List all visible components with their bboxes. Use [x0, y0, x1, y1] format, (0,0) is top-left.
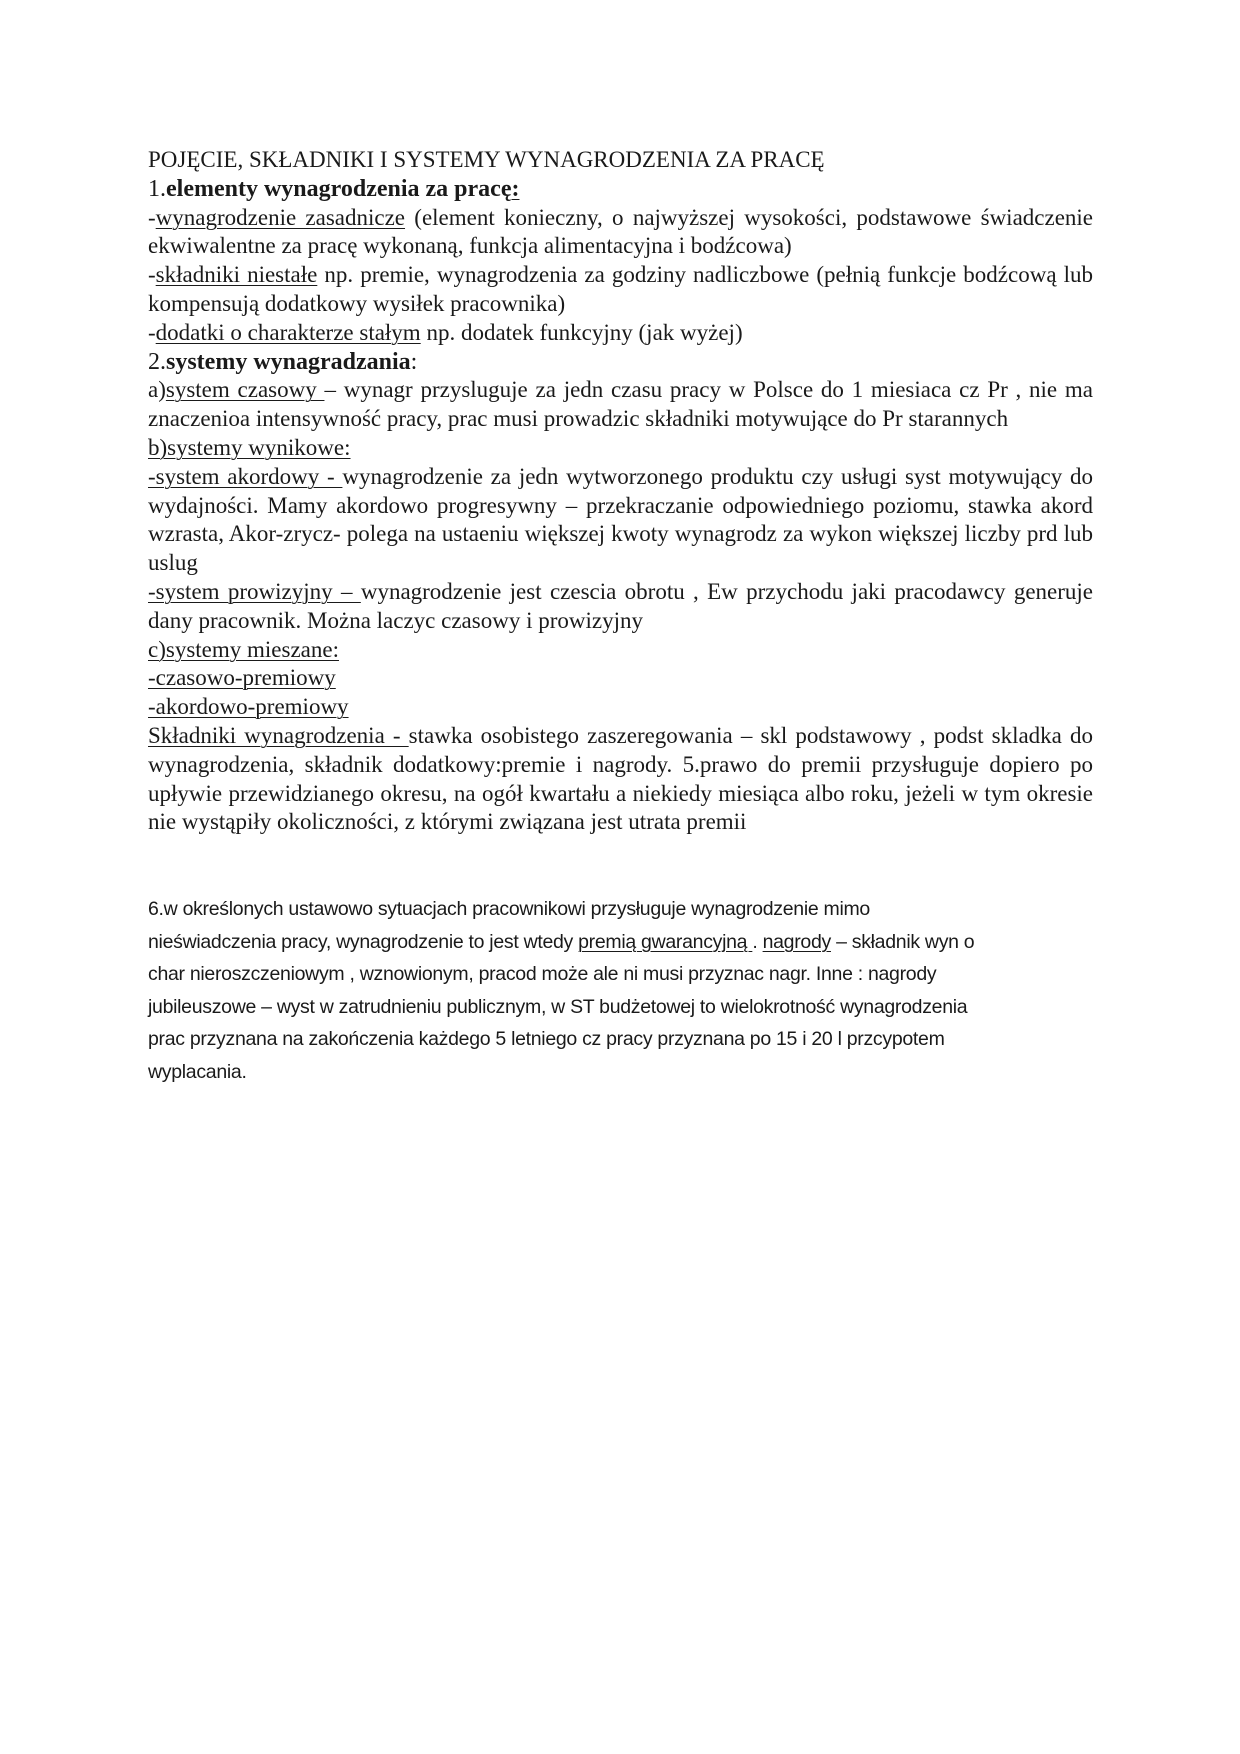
skladniki-paragraph: Składniki wynagrodzenia - stawka osobistego zaszeregowania – skl podstawowy , podst skladka do wynagrodzenia, składnik dodatkowy:premie i nagrody. 5.prawo do premii przysługuje dopiero po upływie przewidzianego okresu, na ogół kwartału a niekiedy miesiąca albo roku, jeżeli w tym okresie nie wystąpiły okoliczności, z którymi związana jest utrata premii — [148, 722, 1093, 835]
text-line: jubileuszowe – wyst w zatrudnieniu publicznym, w ST budżetowej to wielokrotność wynagrodzenia — [148, 995, 968, 1018]
systemy-mieszane-heading: c)systemy mieszane: — [148, 636, 339, 662]
text-line: prac przyznana na zakończenia każdego 5 letniego cz pracy przyznana po 15 i 20 l przcypotem — [148, 1028, 945, 1050]
systemy-wynikowe-heading: b)systemy wynikowe: — [148, 434, 351, 460]
document-body — [148, 146, 1093, 837]
system-czasowy: a)system czasowy – wynagr przysluguje za jedn czasu pracy w Polsce do 1 miesiaca cz Pr , nie ma znaczenioa intensywność pracy, prac musi prowadzic składniki motywujące do Pr starannych — [148, 377, 1093, 432]
section-1-heading: 1.elementy wynagrodzenia za pracę: — [148, 175, 520, 202]
section-2-heading: 2.systemy wynagradzania: — [148, 348, 418, 375]
list-item: -dodatki o charakterze stałym np. dodatek funkcyjny (jak wyżej) — [148, 319, 743, 345]
section-6-paragraph — [148, 893, 1093, 1088]
text-line: nieświadczenia pracy, wynagrodzenie to jest wtedy premią gwarancyjną . nagrody – składnik wyn o — [148, 930, 975, 953]
page-title: POJĘCIE, SKŁADNIKI I SYSTEMY WYNAGRODZENIA ZA PRACĘ — [148, 147, 825, 172]
list-item: -czasowo-premiowy — [148, 665, 336, 691]
list-item: -składniki niestałe np. premie, wynagrodzenia za godziny nadliczbowe (pełnią funkcje bodźcową lub kompensują dodatkowy wysiłek pracownika) — [148, 262, 1093, 316]
text-line: wyplacania. — [148, 1060, 247, 1083]
system-prowizyjny: -system prowizyjny – wynagrodzenie jest czescia obrotu , Ew przychodu jaki pracodawcy generuje dany pracownik. Można laczyc czasowy i prowizyjny — [148, 578, 1093, 633]
system-akordowy: -system akordowy - wynagrodzenie za jedn wytworzonego produktu czy usługi syst motywujący do wydajności. Mamy akordowo progresywny – przekraczanie odpowiedniego poziomu, stawka akord wzrasta, Akor-zrycz- polega na ustaeniu większej kwoty wynagrodz za wykon większej liczby prd lub uslug — [148, 463, 1093, 576]
list-item: -akordowo-premiowy — [148, 694, 349, 720]
list-item: -wynagrodzenie zasadnicze (element konieczny, o najwyższej wysokości, podstawowe świadczenie ekwiwalentne za pracę wykonaną, funkcja alimentacyjna i bodźcowa) — [148, 204, 1093, 259]
text-line: 6.w określonych ustawowo sytuacjach pracownikowi przysługuje wynagrodzenie mimo — [148, 898, 870, 920]
text-line: char nieroszczeniowym , wznowionym, pracod może ale ni musi przyznac nagr. Inne : nagrody — [148, 963, 937, 985]
